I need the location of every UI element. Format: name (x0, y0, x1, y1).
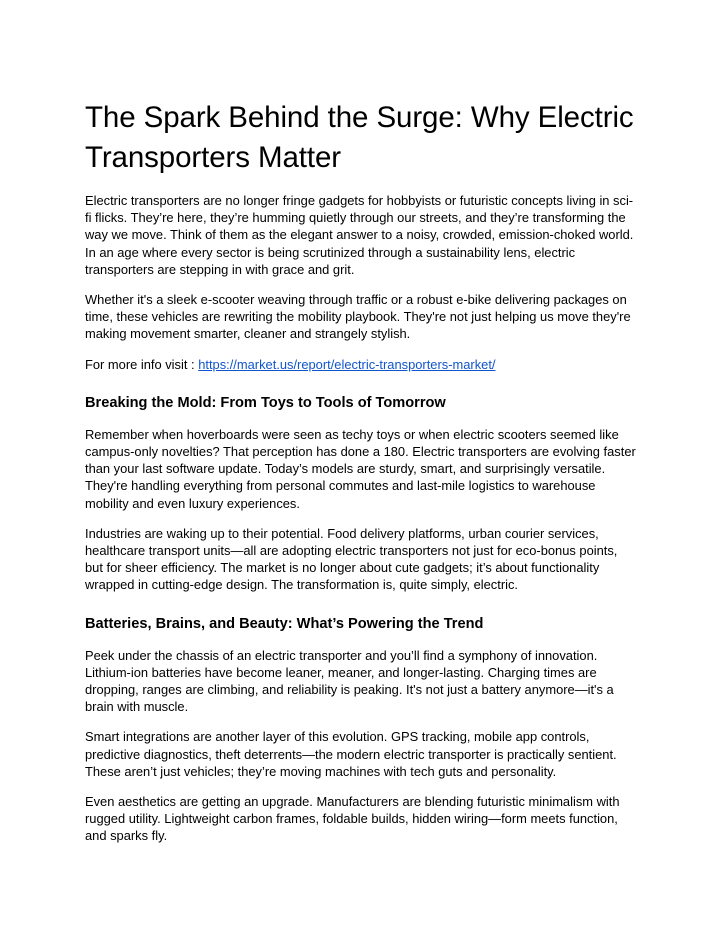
section-heading-batteries-brains-beauty: Batteries, Brains, and Beauty: What’s Powering the Trend (85, 615, 484, 632)
intro-paragraph-1: Electric transporters are no longer fringe gadgets for hobbyists or futuristic concepts living in sci-fi flicks. They’re here, they’re humming quietly through our streets, and they’re transforming the way we move. Think of them as the elegant answer to a noisy, crowded, emission-choked world. In an age where every sector is being scrutinized through a sustainability lens, electric transporters are stepping in with grace and grit. (85, 193, 634, 277)
section2-paragraph-2: Smart integrations are another layer of this evolution. GPS tracking, mobile app controls, predictive diagnostics, theft deterrents—the modern electric transporter is practically sentient. These aren’t just vehicles; they’re moving machines with tech guts and personality. (85, 729, 617, 779)
section1-paragraph-1: Remember when hoverboards were seen as techy toys or when electric scooters seemed like campus-only novelties? That perception has done a 180. Electric transporters are evolving faster than your last software update. Today’s models are sturdy, smart, and surprisingly versatile. They're handling everything from personal commutes and last-mile logistics to warehouse mobility and even luxury experiences. (85, 426, 636, 511)
section2-paragraph-3: Even aesthetics are getting an upgrade. Manufacturers are blending futuristic minimalism with rugged utility. Lightweight carbon frames, foldable builds, hidden wiring—form meets function, and sparks fly. (85, 794, 620, 844)
page-title: The Spark Behind the Surge: Why Electric Transporters Matter (85, 101, 634, 174)
more-info-line (85, 356, 637, 373)
section-heading-breaking-the-mold: Breaking the Mold: From Toys to Tools of Tomorrow (85, 394, 446, 411)
intro-paragraph-2: Whether it's a sleek e-scooter weaving through traffic or a robust e-bike delivering packages on time, these vehicles are rewriting the mobility playbook. They're not just helping us move they're making movement smarter, cleaner and strangely stylish. (85, 292, 631, 342)
report-link[interactable]: https://market.us/report/electric-transporters-market/ (198, 356, 496, 372)
section1-paragraph-2: Industries are waking up to their potential. Food delivery platforms, urban courier services, healthcare transport units—all are adopting electric transporters not just for eco-bonus points, but for sheer efficiency. The market is no longer about cute gadgets; it’s about functionality wrapped in cutting-edge design. The transformation is, quite simply, electric. (85, 525, 618, 593)
section2-paragraph-1: Peek under the chassis of an electric transporter and you’ll find a symphony of innovation. Lithium-ion batteries have become leaner, meaner, and longer-lasting. Charging times are dropping, ranges are climbing, and reliability is peaking. It's not just a battery anymore—it's a brain with muscle. (85, 647, 614, 715)
document-page (85, 98, 637, 858)
more-info-prefix: For more info visit : (85, 356, 199, 372)
